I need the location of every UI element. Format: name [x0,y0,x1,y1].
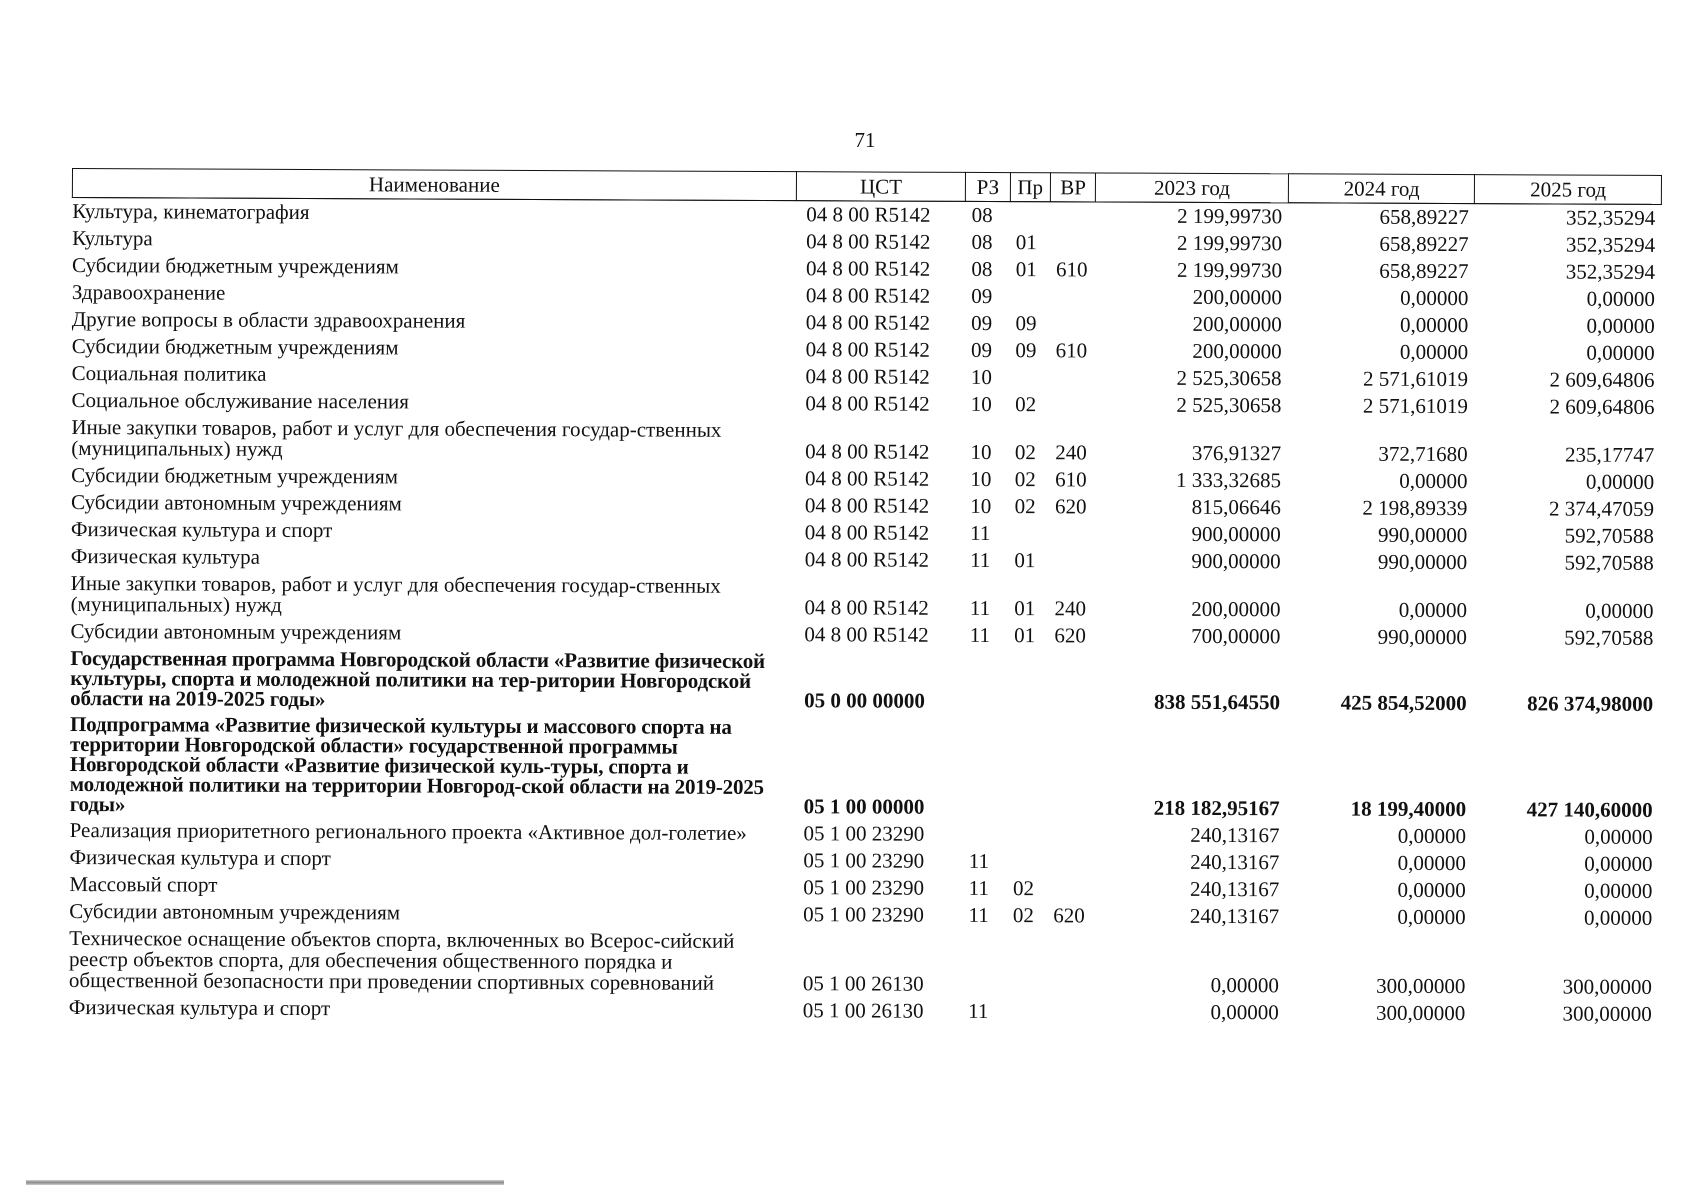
cell-2024: 658,89227 [1379,258,1469,284]
cell-2025: 352,35294 [1565,259,1656,284]
cell-rz: 08 [971,256,993,282]
cell-2024: 990,00000 [1378,522,1468,548]
cell-cst: 04 8 00 R5142 [805,466,930,491]
cell-vr: 240 [1054,596,1087,621]
cell-cst: 04 8 00 R5142 [806,202,931,227]
table-body [69,198,1662,1028]
cell-2024: 0,00000 [1400,285,1469,311]
cell-2025: 592,70588 [1564,523,1654,548]
budget-table [68,168,1662,1028]
cell-vr [1047,875,1092,902]
cell-pr [1006,998,1046,1025]
cell-name: Субсидии автономным учреждениям [69,898,401,925]
cell-2025: 0,00000 [1584,824,1653,849]
cell-vr [1047,998,1092,1025]
cell-rz: 10 [970,493,992,519]
cell-2023: 900,00000 [1191,521,1281,547]
cell-rz: 10 [970,391,992,417]
cell-2025: 592,70588 [1564,625,1654,650]
cell-name: Культура [72,226,153,251]
cell-vr [1048,649,1094,715]
cell-name: Социальное обслуживание населения [71,388,410,414]
cell-2023: 240,13167 [1190,822,1280,848]
cell-rz: 08 [971,229,993,255]
cell-2025: 352,35294 [1565,205,1656,230]
cell-2023: 218 182,95167 [1153,795,1280,821]
cell-2025: 2 609,64806 [1549,367,1655,392]
header-rz: РЗ [966,172,1010,201]
cell-pr [1007,715,1048,821]
cell-2025: 2 609,64806 [1549,394,1655,419]
cell-vr: 610 [1055,467,1087,492]
cell-rz: 11 [968,848,990,874]
cell-name: Субсидии бюджетным учреждениям [71,462,399,489]
cell-cst: 04 8 00 R5142 [805,256,931,281]
cell-rz: 10 [970,439,992,465]
cell-2024: 18 199,40000 [1350,796,1467,822]
cell-pr [1008,649,1049,715]
cell-pr [1009,364,1049,391]
cell-rz: 10 [970,466,992,492]
cell-cst: 04 8 00 R5142 [804,520,930,545]
cell-name: Иные закупки товаров, работ и услуг для обеспечения государ-ственных (муниципальных) нужд [71,414,722,461]
cell-cst: 04 8 00 R5142 [805,310,931,335]
cell-2025: 592,70588 [1564,550,1654,575]
cell-2024: 0,00000 [1399,468,1468,494]
cell-pr [1010,202,1050,230]
cell-2025: 0,00000 [1585,598,1654,623]
cell-2023: 376,91327 [1191,440,1282,466]
cell-name: Реализация приоритетного регионального проекта «Активное дол-голетие» [69,817,747,845]
cell-2023: 700,00000 [1191,623,1281,649]
cell-name: Физическая культура [70,543,261,569]
cell-2023: 200,00000 [1191,596,1281,622]
cell-vr: 610 [1055,338,1088,363]
cell-2024: 0,00000 [1397,823,1467,849]
cell-rz: 08 [971,202,993,228]
cell-rz [963,715,1008,821]
cell-pr: 02 [1014,467,1036,492]
header-name: Наименование [72,169,796,201]
cell-cst: 04 8 00 R5142 [806,229,931,254]
cell-2023: 0,00000 [1210,999,1279,1025]
cell-pr: 01 [1015,230,1037,255]
cell-vr [1048,821,1093,848]
cell-pr [1007,848,1047,875]
cell-2024: 372,71680 [1378,441,1468,467]
cell-2025: 0,00000 [1586,313,1655,338]
header-2024: 2024 год [1288,174,1475,204]
cell-2023: 2 199,99730 [1176,257,1283,283]
cell-vr [1049,520,1094,547]
table-row [70,711,1659,824]
cell-rz [963,821,1007,848]
cell-2023: 2 525,30658 [1176,392,1282,418]
cell-vr [1048,715,1094,821]
cell-name: Другие вопросы в области здравоохранения [71,307,466,333]
cell-rz: 11 [969,595,991,621]
cell-cst: 05 1 00 23290 [803,848,925,873]
cell-name: Культура, кинематография [72,199,310,225]
cell-name: Субсидии автономным учреждениям [70,489,402,516]
cell-2023: 2 199,99730 [1177,203,1283,229]
cell-rz [962,929,1007,998]
cell-2024: 0,00000 [1397,877,1466,903]
cell-rz: 09 [970,337,993,363]
cell-name: Субсидии бюджетным учреждениям [71,334,399,360]
cell-name: Физическая культура и спорт [69,844,331,871]
cell-2024: 2 571,61019 [1362,393,1468,419]
cell-pr [1007,821,1047,848]
cell-2025: 300,00000 [1562,1001,1652,1026]
cell-pr [1009,520,1049,547]
cell-2024: 0,00000 [1399,339,1469,365]
cell-vr: 620 [1054,494,1087,519]
cell-vr [1050,364,1095,391]
cell-pr: 02 [1014,494,1036,519]
cell-2024: 0,00000 [1397,904,1466,930]
cell-vr: 620 [1054,623,1087,648]
cell-rz: 11 [970,547,991,573]
cell-cst: 04 8 00 R5142 [805,391,930,416]
cell-2024: 2 198,89339 [1362,495,1468,521]
cell-rz: 11 [969,622,991,648]
cell-2024: 0,00000 [1398,597,1468,623]
cell-vr [1049,547,1094,574]
cell-cst: 04 8 00 R5142 [805,337,930,362]
cell-2023: 200,00000 [1192,311,1282,337]
cell-2023: 838 551,64550 [1154,689,1281,715]
cell-2023: 240,13167 [1190,849,1280,875]
cell-2023: 2 525,30658 [1176,365,1282,391]
cell-rz [963,649,1008,715]
cell-cst: 05 1 00 23290 [803,902,924,927]
cell-name: Здравоохранение [71,280,226,305]
cell-name: Массовый спорт [69,871,218,897]
cell-2025: 0,00000 [1586,340,1655,365]
cell-pr: 02 [1012,876,1035,901]
cell-2025: 2 374,47059 [1548,496,1655,521]
cell-name: Субсидии бюджетным учреждениям [72,253,399,279]
cell-pr [1007,929,1048,998]
cell-2023: 900,00000 [1191,548,1281,574]
cell-cst: 04 8 00 R5142 [805,439,930,464]
table-row [69,994,1658,1028]
cell-2025: 300,00000 [1562,974,1652,999]
header-2025: 2025 год [1475,175,1662,205]
cell-vr: 240 [1055,440,1087,465]
cell-vr [1047,929,1093,998]
table-row [71,414,1660,469]
cell-name: Физическая культура и спорт [70,516,333,543]
cell-cst: 05 1 00 26130 [802,998,924,1023]
cell-2024: 425 854,52000 [1340,690,1467,716]
cell-pr: 01 [1014,596,1036,621]
header-vr: ВР [1050,173,1095,202]
cell-name: Иные закупки товаров, работ и услуг для обеспечения государ-ственных (муниципальных) нужд [70,570,721,617]
cell-2023: 240,13167 [1189,876,1280,902]
cell-cst: 05 1 00 23290 [803,875,925,900]
cell-2023: 2 199,99730 [1177,230,1283,256]
cell-rz: 10 [970,364,992,390]
cell-cst: 04 8 00 R5142 [804,622,929,647]
cell-vr [1050,310,1095,337]
cell-pr [1010,283,1050,310]
cell-pr: 02 [1015,392,1037,417]
cell-pr: 09 [1015,311,1037,336]
cell-2024: 300,00000 [1376,973,1466,999]
cell-2023: 815,06646 [1191,494,1281,520]
cell-2025: 427 140,60000 [1526,797,1653,822]
cell-2023: 240,13167 [1189,903,1280,929]
cell-rz: 11 [968,902,989,928]
table-row [71,570,1660,625]
header-pr: Пр [1010,173,1050,202]
cell-2025: 0,00000 [1583,905,1653,930]
cell-2023: 200,00000 [1192,284,1282,310]
cell-cst: 05 0 00 00000 [804,688,925,713]
cell-name: Субсидии автономным учреждениям [70,618,402,645]
cell-name: Подпрограмма «Развитие физической культуры и массового спорта на территории Новгородской области» государственной программы Новгородской области «Развитие физической куль-туры, спорта и молодежной политики на территории Новгород-ской области на 2019-2025 годы» [69,711,764,817]
cell-2024: 990,00000 [1377,549,1468,575]
scan-artifact-line [26,1180,504,1185]
cell-cst: 04 8 00 R5142 [805,364,930,389]
cell-vr [1049,391,1094,418]
cell-pr: 02 [1014,440,1036,465]
cell-2025: 0,00000 [1586,286,1655,311]
cell-cst: 04 8 00 R5142 [804,493,930,518]
table-row [69,925,1658,1001]
cell-rz: 11 [968,875,989,901]
cell-name: Социальная политика [71,361,267,386]
cell-rz: 11 [970,520,991,546]
cell-cst: 04 8 00 R5142 [804,595,929,620]
cell-pr: 01 [1015,257,1037,282]
cell-vr [1050,202,1095,230]
cell-rz: 11 [968,998,989,1024]
cell-2025: 0,00000 [1584,851,1653,876]
header-2023: 2023 год [1096,173,1289,203]
cell-cst: 05 1 00 00000 [803,794,925,819]
page-number: 71 [854,128,876,152]
cell-2024: 0,00000 [1399,312,1469,338]
cell-rz: 09 [971,283,993,309]
budget-table-sheet [68,168,1662,1028]
cell-name: Физическая культура и спорт [68,994,331,1021]
cell-cst: 05 1 00 26130 [802,971,924,996]
cell-2025: 826 374,98000 [1527,691,1654,716]
cell-2024: 658,89227 [1379,231,1469,257]
cell-vr: 610 [1055,257,1088,282]
cell-2024: 0,00000 [1397,850,1466,876]
cell-2024: 990,00000 [1377,624,1467,650]
cell-2025: 352,35294 [1565,232,1656,257]
cell-pr: 02 [1012,903,1034,928]
cell-cst: 04 8 00 R5142 [804,547,930,572]
table-row [70,645,1659,718]
cell-vr: 620 [1053,903,1085,928]
cell-2024: 2 571,61019 [1362,366,1469,392]
cell-vr [1047,848,1092,875]
cell-2025: 0,00000 [1585,469,1655,494]
cell-name: Государственная программа Новгородской области «Развитие физической культуры, спорта и молодежной политики на тер-ритории Новгородской области на 2019-2025 годы» [70,645,766,712]
cell-2023: 200,00000 [1192,338,1282,364]
cell-name: Техническое оснащение объектов спорта, включенных во Всерос-сийский реестр объектов спорта, для обеспечения общественного порядка и общественной безопасности при проведении спортивных соревнований [68,925,735,995]
cell-vr [1050,283,1095,310]
cell-vr [1050,229,1095,256]
header-cst: ЦСТ [796,172,965,202]
cell-pr: 01 [1014,548,1036,573]
cell-2023: 0,00000 [1210,972,1279,998]
cell-cst: 05 1 00 23290 [803,821,925,846]
cell-pr: 09 [1015,338,1037,363]
cell-cst: 04 8 00 R5142 [805,283,931,308]
cell-2023: 1 333,32685 [1176,467,1282,493]
cell-2024: 658,89227 [1379,204,1469,230]
cell-2025: 0,00000 [1584,878,1653,903]
cell-2024: 300,00000 [1375,1000,1466,1026]
cell-2025: 235,17747 [1564,442,1655,467]
cell-rz: 09 [971,310,993,336]
cell-pr: 01 [1014,623,1036,648]
